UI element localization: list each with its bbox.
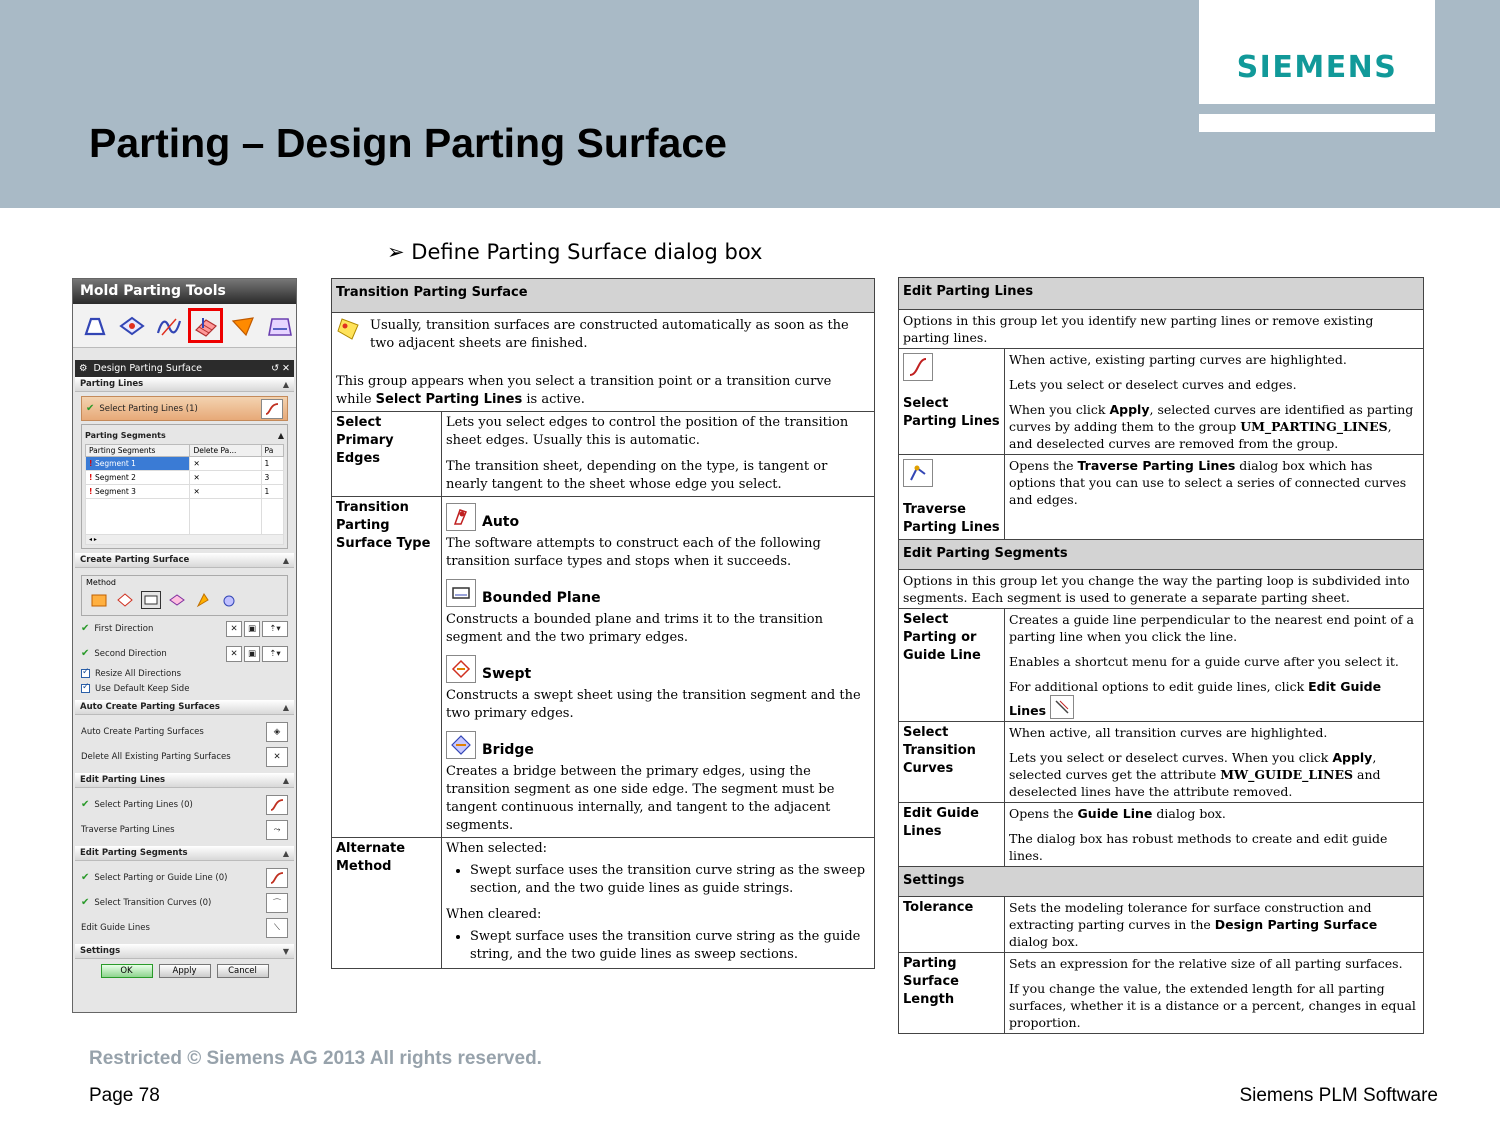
row-desc: Opens the Guide Line dialog box. The dialog box has robust methods to create and edit guide lines. [1005,803,1424,867]
col-parting-segments[interactable]: Parting Segments [86,445,190,457]
use-default-row[interactable]: ✓ Use Default Keep Side [81,681,288,696]
method-label: Method [86,578,117,587]
arrow-bullet-icon: ➢ [387,240,412,264]
section-head: Edit Parting Lines [899,278,1424,310]
horizontal-scrollbar[interactable]: ◂ ▸ [86,535,284,545]
siemens-logo [1199,0,1435,104]
traverse-icon[interactable]: ⤳ [266,820,288,840]
note-row: Usually, transition surfaces are constructed automatically as soon as the two adjacent sheets are finished. [336,317,870,353]
define-regions-icon[interactable] [116,310,147,341]
curve-select-icon[interactable] [266,795,288,815]
bridge-icon [446,731,476,759]
row-label: Select Transition Curves [899,722,1005,803]
dialog-buttons [73,959,296,983]
row-desc: Sets an expression for the relative size of all parting surfaces. If you change the value, the extended length for all parting surfaces, whether it is a distance or a percent, changes in equal proportion. [1005,953,1424,1034]
chevron-up-icon: ▲ [282,555,289,565]
section-edit-segments[interactable]: Edit Parting Segments ▲ [75,846,294,861]
row-desc: Opens the Traverse Parting Lines dialog box which has options that you can use to select a series of connected curves and edges. [1005,455,1424,540]
warning-icon: ! [89,487,96,496]
edit-guide-row: Edit Guide Lines ⟍ [81,915,288,940]
segments-table [85,444,284,545]
section-edit-parting-lines[interactable]: Edit Parting Lines ▲ [75,773,294,788]
vector-dropdown-icon[interactable]: ⇡▾ [262,621,288,637]
transition-parting-surface-table [331,278,875,969]
cancel-button[interactable]: Cancel [217,964,269,978]
row-label: Alternate Method [332,838,442,969]
check-icon: ✔ [81,897,90,908]
row-desc: When active, all transition curves are highlighted. Lets you select or deselect curves. When you click Apply, selected curves get the attribute MW_GUIDE_LINES and deselected lines have the attribute removed. [1005,722,1424,803]
check-icon: ✔ [86,403,95,414]
row-label: Select Primary Edges [332,412,442,497]
warning-icon: ! [89,459,96,468]
select-curve-icon [903,353,933,381]
chevron-down-icon: ▼ [282,946,289,956]
select-transition-row[interactable]: ✔ Select Transition Curves (0) ⌒ [81,890,288,915]
section-head: Settings [899,867,1424,897]
row-desc: Auto The software attempts to construct each of the following transition surface types and stops when it succeeds. Bounded Plane Constructs a bounded plane and trims it to the transition segment and the two primary edges. Swept Constructs a swept sheet using the transition segment and the two primary edges. Bridge Creates a bridge between the primary edges, using the transition segment as one side edge. The segment must be tangent continuous internally, and tangent to the adjacent segments. [442,497,875,838]
transition-curve-icon[interactable]: ⌒ [266,893,288,913]
mold-parting-tools-panel [72,278,297,1013]
row-desc: When active, existing parting curves are highlighted. Lets you select or deselect curves and edges. When you click Apply, selected curves are identified as parting curves by adding them to the group UM_PARTING_LINES, and deselected curves are removed from the group. [1005,349,1424,455]
chevron-up-icon: ▲ [282,848,289,858]
chevron-up-icon: ▲ [282,702,289,712]
slide-title: Parting – Design Parting Surface [89,120,727,166]
curve-select-icon[interactable] [266,868,288,888]
chevron-up-icon: ▲ [282,379,289,389]
row-desc: Creates a guide line perpendicular to the nearest end point of a parting line when you click the line. Enables a shortcut menu for a guide curve after you select it. For additional options to edit guide lines, click Edit Guide Lines [1005,609,1424,722]
define-cavity-core-icon[interactable] [227,310,258,341]
second-direction-controls [226,646,288,662]
check-icon: ✔ [81,648,90,659]
toolbar-icons [73,304,296,348]
check-icon: ✔ [81,872,90,883]
row-desc: Lets you select edges to control the position of the transition sheet edges. Usually this is automatic. The transition sheet, depending on the type, is tangent or nearly tangent to the sheet whose edge you select. [442,412,875,497]
select-parting-lines0-row[interactable]: ✔ Select Parting Lines (0) [81,792,288,817]
curve-select-icon[interactable] [261,399,283,419]
logo-strip [1199,114,1435,132]
close-icon[interactable]: ✕ [282,363,290,374]
row-label: Select Parting Lines [899,349,1005,455]
section-auto-create[interactable]: Auto Create Parting Surfaces ▲ [75,700,294,715]
row-label: Edit Guide Lines [899,803,1005,867]
edit-parting-table [898,277,1424,1034]
point-icon[interactable]: ▣ [244,646,260,662]
second-direction-row: ✔ Second Direction ✕ ▣ ⇡▾ [81,641,288,666]
select-guide-row[interactable]: ✔ Select Parting or Guide Line (0) [81,865,288,890]
delete-x-icon[interactable]: ✕ [190,485,261,499]
checkbox[interactable] [81,669,90,678]
subheading: ➢ Define Parting Surface dialog box [387,240,763,264]
option-auto: Auto [446,503,870,531]
parting-segments-group [81,424,288,549]
row-label: Tolerance [899,897,1005,953]
option-bounded-plane: Bounded Plane [446,579,870,607]
reverse-direction-icon[interactable]: ✕ [226,621,242,637]
section-create-parting-surface[interactable]: Create Parting Surface ▲ [75,553,294,568]
intro-text: Options in this group let you change the way the parting loop is subdivided into segments. Each segment is used to generate a separate parting sheet. [899,570,1424,609]
delete-icon[interactable]: ✕ [266,747,288,767]
note-icon [336,317,362,353]
dialog-title: Design Parting Surface [93,363,203,374]
select-parting-lines-row[interactable]: ✔ Select Parting Lines (1) [81,396,288,421]
footer-restricted: Restricted © Siemens AG 2013 All rights reserved. [89,1048,542,1069]
apply-button[interactable]: Apply [159,964,211,978]
section-parting-lines-body [75,392,294,553]
check-icon: ✔ [81,623,90,634]
extension-icon[interactable] [168,592,186,608]
edit-guide-icon[interactable]: ⟍ [266,918,288,938]
first-direction-row: ✔ First Direction ✕ ▣ ⇡▾ [81,616,288,641]
section-head: Edit Parting Segments [899,540,1424,570]
intro-text: This group appears when you select a transition point or a transition curve while Select Parting Lines is active. [336,374,832,407]
design-parting-surface-icon[interactable] [190,310,221,341]
swept-icon [446,655,476,683]
logo-text: SIEMENS [1236,50,1398,85]
check-icon: ✔ [81,799,90,810]
spline-icon[interactable] [220,592,238,608]
bounded-plane-icon[interactable] [142,592,160,608]
parting-lines-icon[interactable] [153,310,184,341]
table-row[interactable]: ! Segment 1 ✕ 1 [86,457,284,471]
section-create-body [75,568,294,700]
delete-all-row: Delete All Existing Parting Surfaces ✕ [81,744,288,769]
option-swept: Swept [446,655,870,683]
table-row[interactable]: ! Segment 2 ✕ 3 [86,471,284,485]
table-row[interactable]: ! Segment 3 ✕ 1 [86,485,284,499]
bounded-plane-icon [446,579,476,607]
toolbar-title: Mold Parting Tools [73,279,296,304]
vector-dropdown-icon[interactable]: ⇡▾ [262,646,288,662]
delete-x-icon[interactable]: ✕ [190,471,261,485]
intro-text: Options in this group let you identify new parting lines or remove existing parting lines. [899,310,1424,349]
dialog-title-bar [75,360,294,377]
first-direction-controls [226,621,288,637]
row-label: Transition Parting Surface Type [332,497,442,838]
method-group [81,575,288,616]
section-head: Transition Parting Surface [332,279,875,313]
section-settings[interactable]: Settings ▼ [75,944,294,959]
chevron-up-icon: ▲ [282,775,289,785]
row-label: Select Parting or Guide Line [899,609,1005,722]
option-bridge: Bridge [446,731,870,759]
intro-cell [332,313,875,412]
edit-guide-icon [1050,695,1074,719]
col-delete[interactable]: Delete Pa... [190,445,261,457]
gear-icon[interactable]: ⚙ [79,363,88,374]
section-edit-segments-body [75,861,294,944]
warning-icon: ! [89,473,96,482]
reverse-direction-icon[interactable]: ✕ [226,646,242,662]
ok-button[interactable]: OK [101,964,153,978]
sweep-icon[interactable] [116,592,134,608]
traverse-row: Traverse Parting Lines ⤳ [81,817,288,842]
footer-company: Siemens PLM Software [1239,1085,1438,1106]
row-desc: Sets the modeling tolerance for surface construction and extracting parting curves in the Design Parting Surface dialog box. [1005,897,1424,953]
checkbox[interactable] [81,684,90,693]
resize-all-row[interactable]: ✓ Resize All Directions [81,666,288,681]
traverse-icon [903,459,933,487]
delete-x-icon[interactable]: ✕ [190,457,261,471]
swap-model-icon[interactable] [264,310,295,341]
extrude-icon[interactable] [90,592,108,608]
auto-create-icon[interactable]: ◈ [266,722,288,742]
section-edit-lines-body [75,788,294,846]
point-icon[interactable]: ▣ [244,621,260,637]
col-pa[interactable]: Pa [261,445,283,457]
parting-segments-head: Parting Segments ▲ [85,430,284,440]
reset-icon[interactable]: ↺ [271,363,280,374]
chevron-up-icon: ▲ [277,430,284,440]
offset-icon[interactable] [194,592,212,608]
method-icons [86,587,283,613]
region-analysis-icon[interactable] [79,310,110,341]
footer-page-number: Page 78 [89,1085,160,1106]
auto-icon [446,503,476,531]
row-desc: When selected: • Swept surface uses the transition curve string as the sweep section, and the two guide lines as guide strings. When cleared: • Swept surface uses the transition curve string as the guide string, and the two guide lines as sweep sections. [442,838,875,969]
section-auto-create-body [75,715,294,773]
row-label: Parting Surface Length [899,953,1005,1034]
auto-create-row: Auto Create Parting Surfaces ◈ [81,719,288,744]
row-label: Traverse Parting Lines [899,455,1005,540]
section-parting-lines[interactable]: Parting Lines ▲ [75,377,294,392]
